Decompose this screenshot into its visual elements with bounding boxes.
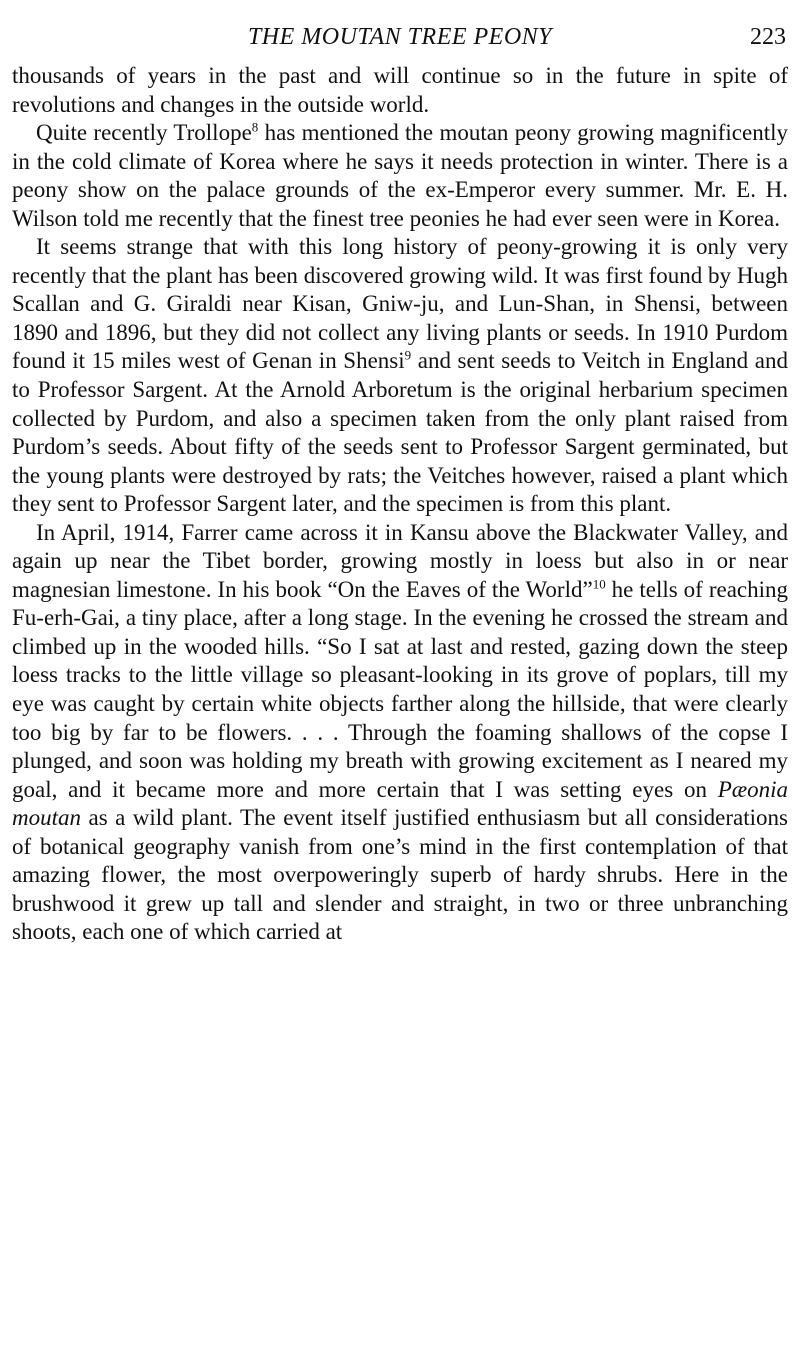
italic-text: Pæonia moutan xyxy=(12,776,788,831)
running-title: THE MOUTAN TREE PEONY xyxy=(247,24,553,50)
text-run: and sent seeds to Veitch in England and to Professor Sargent. At the Arnold Arboretum is the original herbarium specimen collected by Purdom, and also a specimen taken from the only plant raised from Purdom’s seeds. About fifty of the seeds sent to Professor Sargent germinated, but the young plants were destroyed by rats; the Veitches however, raised a plant which they sent to Professor Sargent later, and the specimen is from this plant. xyxy=(12,348,788,517)
text-run: In April, 1914, Farrer came across it in Kansu above the Blackwater Valley, and again up near the Tibet border, growing mostly in loess but also in or near magnesian limestone. In his book “On the Eaves of the World” xyxy=(12,519,788,602)
text-run: thousands of years in the past and will continue so in the future in spite of revolutions and changes in the outside world. xyxy=(12,63,788,117)
book-page xyxy=(12,18,788,947)
text-run: It seems strange that with this long history of peony-growing it is only very recently that the plant has been discovered growing wild. It was first found by Hugh Scallan and G. Giraldi near Kisan, Gniw-ju, and Lun-Shan, in Shensi, between 1890 and 1896, but they did not collect any living plants or seeds. In 1910 Purdom found it 15 miles west of Genan in Shensi xyxy=(12,234,788,374)
footnote-marker: 8 xyxy=(251,119,259,135)
text-run: he tells of reaching Fu-erh-Gai, a tiny place, after a long stage. In the evening he crossed the stream and climbed up in the wooded hills. “So I sat at last and rested, gazing down the steep loess tracks to the little village so pleasant-looking in its grove of poplars, till my eye was caught by certain white objects farther along the hillside, that were clearly too big by far to be flowers. . . . Through the foaming shallows of the copse I plunged, and soon was holding my breath with growing excitement as I neared my goal, and it became more and more certain that I was setting eyes on xyxy=(12,576,788,802)
text-run: Quite recently Trollope xyxy=(36,120,252,146)
footnote-marker: 9 xyxy=(404,347,412,363)
text-run: has mentioned the moutan peony growing magnificently in the cold climate of Korea where he says it needs protection in winter. There is a peony show on the palace grounds of the ex-Emperor every summer. Mr. E. H. Wilson told me recently that the finest tree peonies he had ever seen were in Korea. xyxy=(12,120,789,231)
body-text xyxy=(12,62,788,947)
paragraph xyxy=(12,62,788,119)
text-run: as a wild plant. The event itself justified enthusiasm but all considerations of botanical geography vanish from one’s mind in the first contemplation of that amazing flower, the most overpoweringly superb of hardy shrubs. Here in the brushwood it grew up tall and slender and straight, in two or three unbranching shoots, each one of which carried at xyxy=(12,805,788,945)
running-head xyxy=(12,18,788,56)
paragraph xyxy=(12,119,788,233)
paragraph xyxy=(12,233,788,518)
paragraph xyxy=(12,519,788,947)
footnote-marker: 10 xyxy=(592,576,606,592)
page-number: 223 xyxy=(750,24,786,50)
